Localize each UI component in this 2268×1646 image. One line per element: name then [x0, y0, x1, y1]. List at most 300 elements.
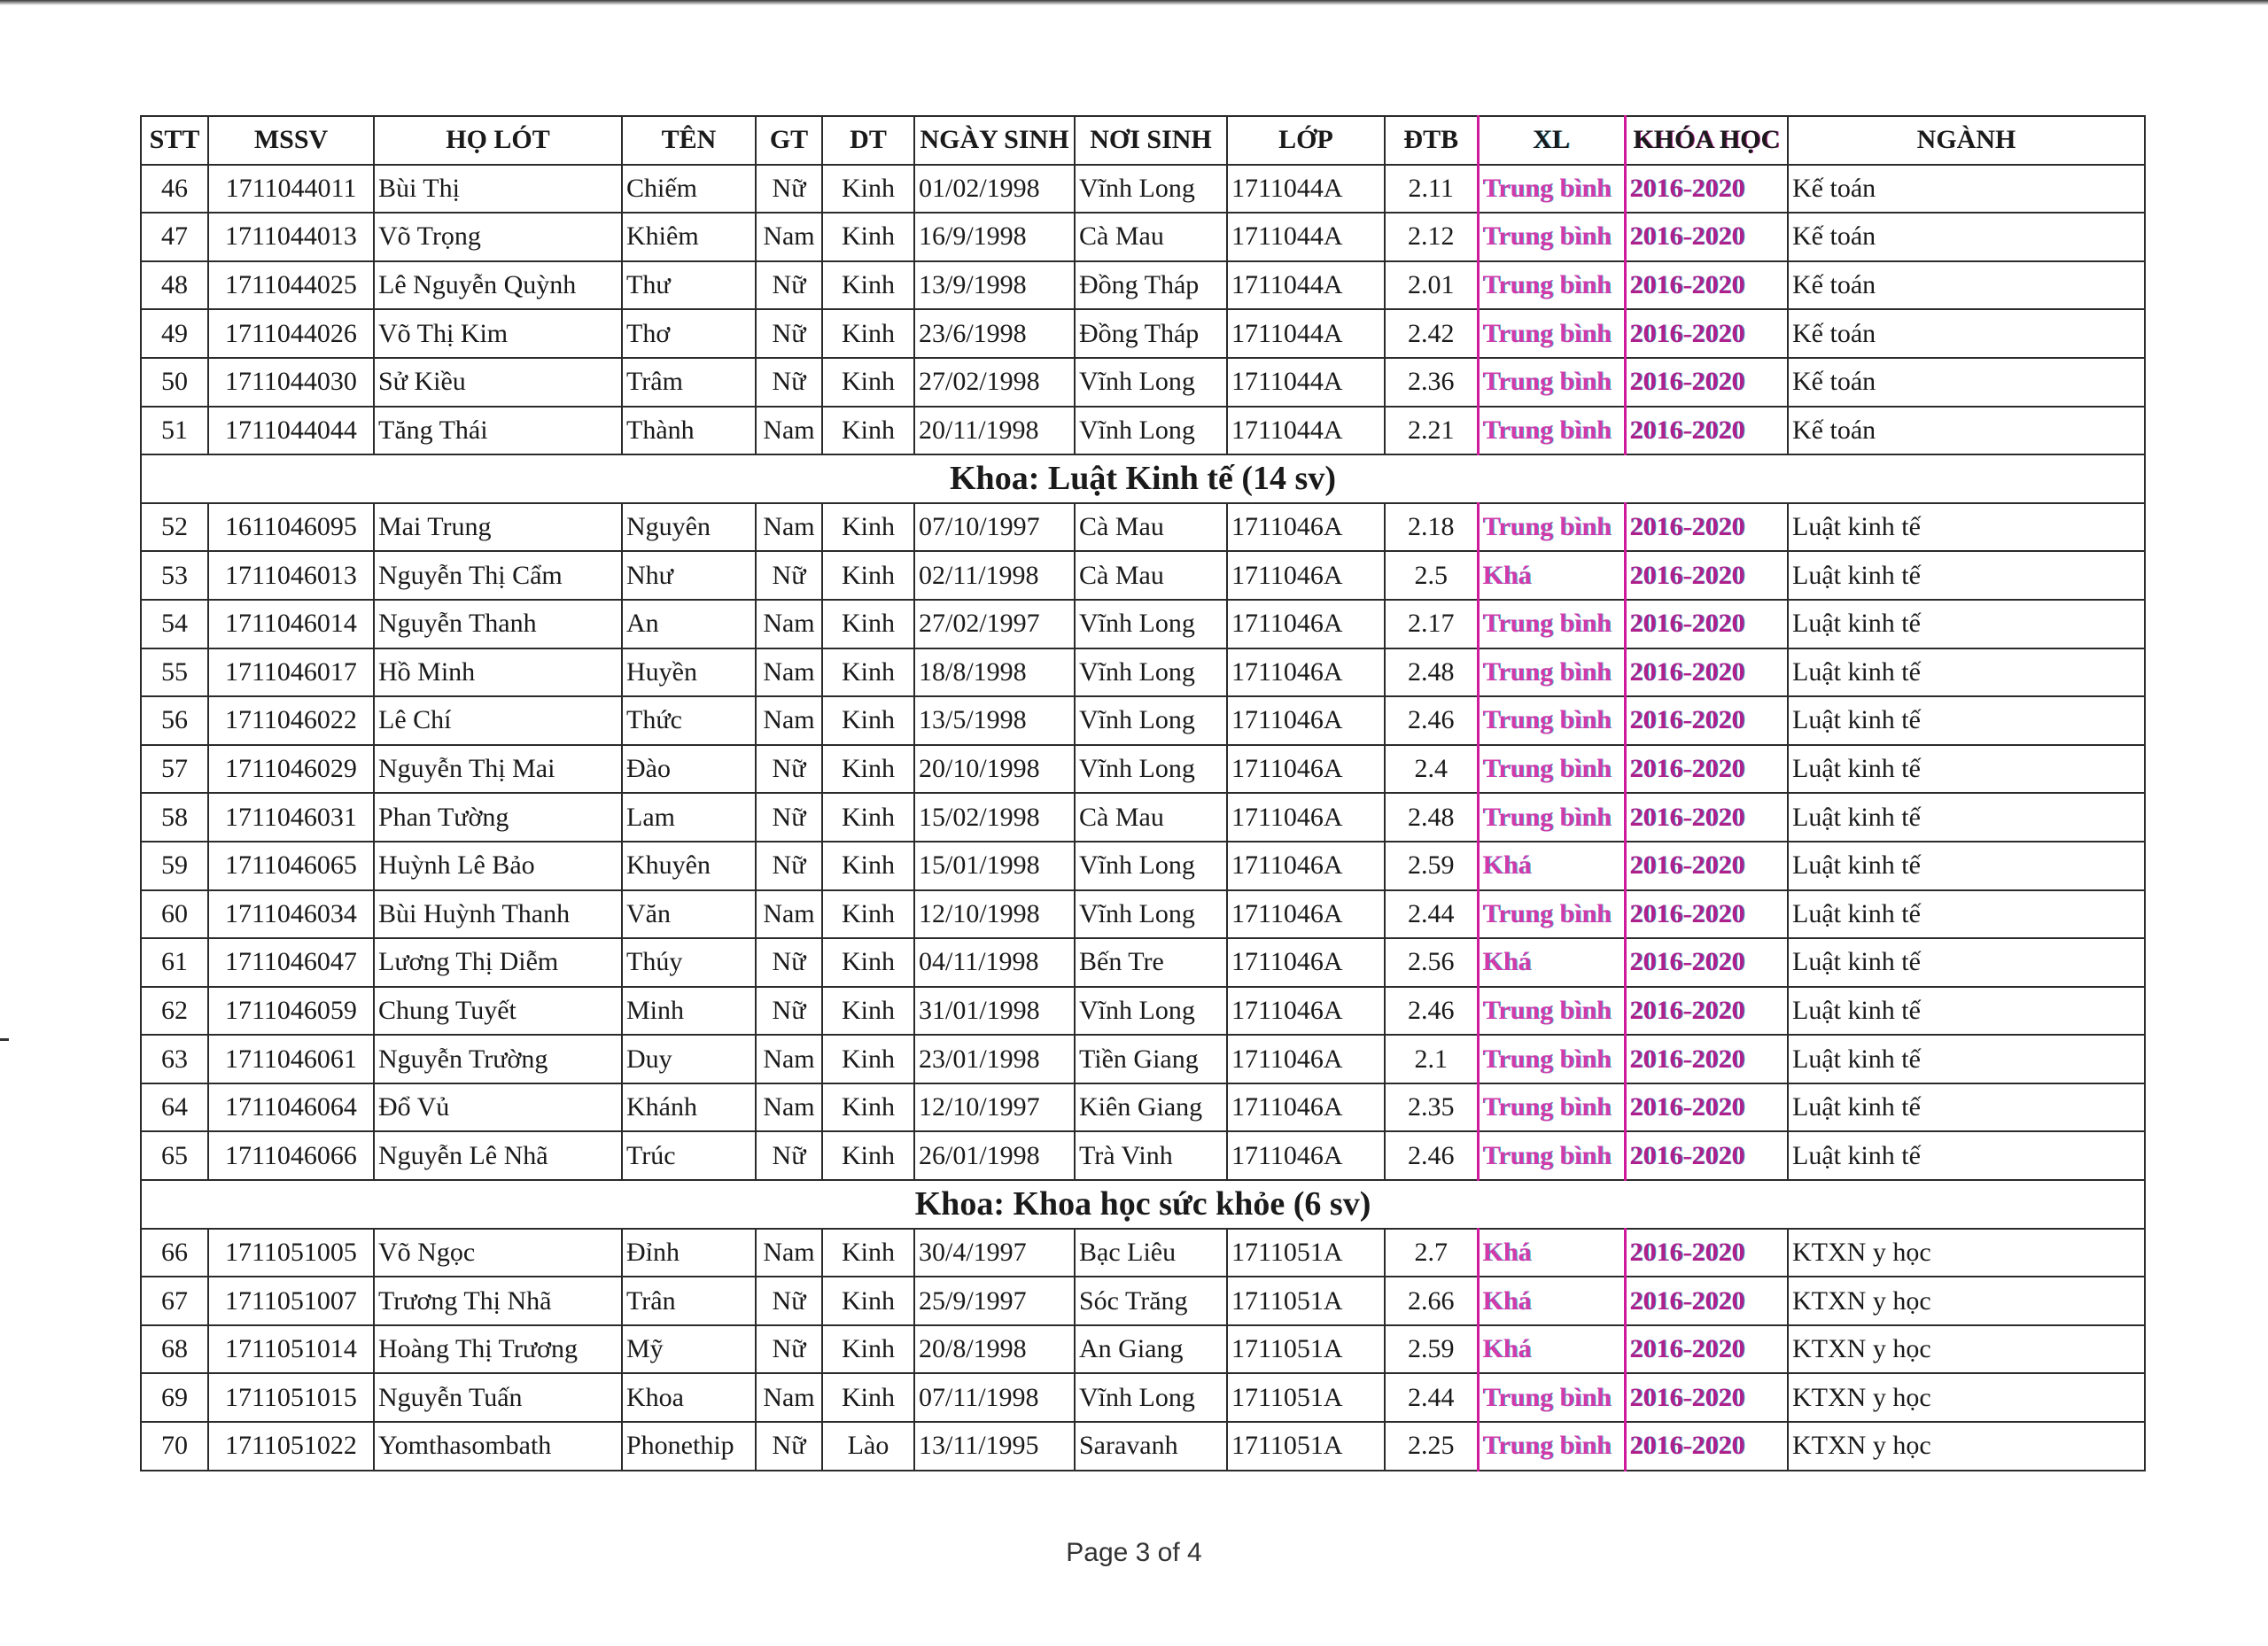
cell-ten: Như — [622, 551, 756, 600]
cell-holot: Nguyễn Lê Nhã — [374, 1131, 622, 1180]
cell-holot: Võ Thị Kim — [374, 309, 622, 358]
cell-ten: Trâm — [622, 358, 756, 407]
cell-ngaysinh: 20/10/1998 — [914, 745, 1075, 794]
cell-stt: 68 — [141, 1325, 208, 1374]
cell-dtb: 2.66 — [1385, 1277, 1478, 1325]
cell-gt: Nam — [756, 503, 822, 552]
cell-dt: Kinh — [822, 648, 914, 697]
cell-noisinh: Trà Vinh — [1075, 1131, 1227, 1180]
cell-mssv: 1711044030 — [208, 358, 374, 407]
cell-mssv: 1711051015 — [208, 1373, 374, 1422]
cell-dt: Kinh — [822, 938, 914, 987]
cell-ngaysinh: 23/01/1998 — [914, 1035, 1075, 1083]
cell-dtb: 2.46 — [1385, 696, 1478, 745]
col-header-xl: XL — [1478, 116, 1625, 165]
cell-dt: Kinh — [822, 165, 914, 214]
cell-lop: 1711046A — [1227, 793, 1385, 842]
cell-xl: Trung bình — [1478, 1035, 1625, 1083]
table-row — [141, 1325, 2145, 1374]
cell-mssv: 1711044013 — [208, 213, 374, 261]
cell-gt: Nam — [756, 1035, 822, 1083]
cell-dt: Kinh — [822, 309, 914, 358]
table-row — [141, 648, 2145, 697]
cell-lop: 1711046A — [1227, 890, 1385, 939]
cell-dtb: 2.21 — [1385, 407, 1478, 455]
cell-khoahoc: 2016-2020 — [1625, 1229, 1788, 1277]
cell-ten: Khánh — [622, 1083, 756, 1132]
cell-ngaysinh: 25/9/1997 — [914, 1277, 1075, 1325]
cell-gt: Nữ — [756, 745, 822, 794]
cell-ngaysinh: 30/4/1997 — [914, 1229, 1075, 1277]
header-row — [141, 116, 2145, 165]
table-row — [141, 938, 2145, 987]
table-row — [141, 213, 2145, 261]
cell-lop: 1711044A — [1227, 261, 1385, 310]
cell-ngaysinh: 13/5/1998 — [914, 696, 1075, 745]
cell-ngaysinh: 27/02/1998 — [914, 358, 1075, 407]
cell-xl: Trung bình — [1478, 503, 1625, 552]
cell-lop: 1711046A — [1227, 987, 1385, 1036]
cell-noisinh: Vĩnh Long — [1075, 696, 1227, 745]
cell-noisinh: Vĩnh Long — [1075, 407, 1227, 455]
cell-nganh: Kế toán — [1788, 261, 2145, 310]
cell-stt: 53 — [141, 551, 208, 600]
cell-gt: Nam — [756, 648, 822, 697]
cell-dt: Kinh — [822, 1277, 914, 1325]
cell-ngaysinh: 26/01/1998 — [914, 1131, 1075, 1180]
cell-dt: Kinh — [822, 842, 914, 890]
cell-dtb: 2.01 — [1385, 261, 1478, 310]
cell-dtb: 2.59 — [1385, 842, 1478, 890]
cell-stt: 62 — [141, 987, 208, 1036]
cell-dtb: 2.18 — [1385, 503, 1478, 552]
table-row — [141, 1277, 2145, 1325]
table-row — [141, 1131, 2145, 1180]
cell-nganh: KTXN y học — [1788, 1422, 2145, 1471]
cell-xl: Khá — [1478, 842, 1625, 890]
cell-ngaysinh: 15/01/1998 — [914, 842, 1075, 890]
cell-gt: Nam — [756, 696, 822, 745]
cell-khoahoc: 2016-2020 — [1625, 745, 1788, 794]
cell-lop: 1711046A — [1227, 600, 1385, 648]
cell-dtb: 2.11 — [1385, 165, 1478, 214]
cell-dtb: 2.17 — [1385, 600, 1478, 648]
cell-ten: Thúy — [622, 938, 756, 987]
cell-stt: 47 — [141, 213, 208, 261]
cell-lop: 1711044A — [1227, 213, 1385, 261]
cell-ten: Thư — [622, 261, 756, 310]
cell-dt: Kinh — [822, 503, 914, 552]
cell-dtb: 2.48 — [1385, 793, 1478, 842]
cell-ten: Phonethip — [622, 1422, 756, 1471]
cell-dtb: 2.5 — [1385, 551, 1478, 600]
cell-gt: Nam — [756, 407, 822, 455]
cell-lop: 1711051A — [1227, 1277, 1385, 1325]
cell-stt: 69 — [141, 1373, 208, 1422]
cell-mssv: 1711046029 — [208, 745, 374, 794]
cell-dtb: 2.44 — [1385, 890, 1478, 939]
col-header-ten: TÊN — [622, 116, 756, 165]
cell-gt: Nữ — [756, 551, 822, 600]
cell-lop: 1711046A — [1227, 938, 1385, 987]
cell-ngaysinh: 02/11/1998 — [914, 551, 1075, 600]
cell-xl: Trung bình — [1478, 213, 1625, 261]
cell-khoahoc: 2016-2020 — [1625, 842, 1788, 890]
cell-mssv: 1711046034 — [208, 890, 374, 939]
table-row — [141, 165, 2145, 214]
cell-ten: Minh — [622, 987, 756, 1036]
cell-stt: 63 — [141, 1035, 208, 1083]
cell-stt: 60 — [141, 890, 208, 939]
cell-holot: Nguyễn Thị Mai — [374, 745, 622, 794]
cell-ten: An — [622, 600, 756, 648]
cell-noisinh: Vĩnh Long — [1075, 1373, 1227, 1422]
cell-mssv: 1711046031 — [208, 793, 374, 842]
cell-ngaysinh: 27/02/1997 — [914, 600, 1075, 648]
cell-lop: 1711046A — [1227, 1083, 1385, 1132]
cell-noisinh: Bạc Liêu — [1075, 1229, 1227, 1277]
cell-khoahoc: 2016-2020 — [1625, 1083, 1788, 1132]
cell-mssv: 1711046064 — [208, 1083, 374, 1132]
table-row — [141, 261, 2145, 310]
cell-holot: Nguyễn Trường — [374, 1035, 622, 1083]
cell-mssv: 1711044044 — [208, 407, 374, 455]
table-body — [141, 165, 2145, 1471]
cell-stt: 46 — [141, 165, 208, 214]
cell-gt: Nữ — [756, 842, 822, 890]
cell-stt: 50 — [141, 358, 208, 407]
cell-lop: 1711046A — [1227, 503, 1385, 552]
cell-mssv: 1711046013 — [208, 551, 374, 600]
cell-lop: 1711051A — [1227, 1229, 1385, 1277]
cell-khoahoc: 2016-2020 — [1625, 938, 1788, 987]
cell-dt: Kinh — [822, 551, 914, 600]
cell-nganh: Kế toán — [1788, 358, 2145, 407]
cell-gt: Nữ — [756, 987, 822, 1036]
cell-xl: Trung bình — [1478, 407, 1625, 455]
table-row — [141, 358, 2145, 407]
cell-khoahoc: 2016-2020 — [1625, 648, 1788, 697]
cell-stt: 56 — [141, 696, 208, 745]
cell-stt: 66 — [141, 1229, 208, 1277]
cell-xl: Trung bình — [1478, 793, 1625, 842]
cell-khoahoc: 2016-2020 — [1625, 503, 1788, 552]
cell-dt: Kinh — [822, 696, 914, 745]
cell-nganh: Kế toán — [1788, 407, 2145, 455]
cell-dtb: 2.56 — [1385, 938, 1478, 987]
cell-gt: Nữ — [756, 1277, 822, 1325]
cell-nganh: Luật kinh tế — [1788, 551, 2145, 600]
cell-mssv: 1711046017 — [208, 648, 374, 697]
cell-dt: Kinh — [822, 600, 914, 648]
cell-khoahoc: 2016-2020 — [1625, 1277, 1788, 1325]
table-row — [141, 793, 2145, 842]
cell-lop: 1711051A — [1227, 1373, 1385, 1422]
cell-dtb: 2.46 — [1385, 1131, 1478, 1180]
cell-xl: Trung bình — [1478, 1373, 1625, 1422]
cell-stt: 54 — [141, 600, 208, 648]
table-row — [141, 407, 2145, 455]
cell-noisinh: Vĩnh Long — [1075, 842, 1227, 890]
table-row — [141, 890, 2145, 939]
cell-nganh: Luật kinh tế — [1788, 1131, 2145, 1180]
section-header-row — [141, 1180, 2145, 1229]
cell-ngaysinh: 13/11/1995 — [914, 1422, 1075, 1471]
cell-ten: Khiêm — [622, 213, 756, 261]
cell-dt: Kinh — [822, 1325, 914, 1374]
cell-ten: Đào — [622, 745, 756, 794]
page-number: Page 3 of 4 — [1066, 1538, 1202, 1567]
cell-noisinh: Đồng Tháp — [1075, 261, 1227, 310]
table-row — [141, 1083, 2145, 1132]
scan-edge — [0, 0, 2268, 5]
col-header-khoahoc: KHÓA HỌC — [1625, 116, 1788, 165]
cell-ngaysinh: 04/11/1998 — [914, 938, 1075, 987]
cell-holot: Chung Tuyết — [374, 987, 622, 1036]
cell-ten: Khuyên — [622, 842, 756, 890]
cell-nganh: Luật kinh tế — [1788, 938, 2145, 987]
cell-mssv: 1711046061 — [208, 1035, 374, 1083]
cell-mssv: 1711044011 — [208, 165, 374, 214]
cell-khoahoc: 2016-2020 — [1625, 1131, 1788, 1180]
cell-khoahoc: 2016-2020 — [1625, 358, 1788, 407]
cell-ten: Thức — [622, 696, 756, 745]
cell-xl: Trung bình — [1478, 261, 1625, 310]
cell-xl: Trung bình — [1478, 696, 1625, 745]
col-header-nganh: NGÀNH — [1788, 116, 2145, 165]
col-header-noisinh: NƠI SINH — [1075, 116, 1227, 165]
col-header-mssv: MSSV — [208, 116, 374, 165]
cell-lop: 1711044A — [1227, 309, 1385, 358]
cell-noisinh: Cà Mau — [1075, 793, 1227, 842]
table-row — [141, 1035, 2145, 1083]
table-row — [141, 745, 2145, 794]
cell-xl: Trung bình — [1478, 358, 1625, 407]
cell-khoahoc: 2016-2020 — [1625, 1422, 1788, 1471]
cell-mssv: 1711044025 — [208, 261, 374, 310]
cell-dt: Kinh — [822, 358, 914, 407]
cell-gt: Nam — [756, 213, 822, 261]
cell-dtb: 2.48 — [1385, 648, 1478, 697]
cell-ngaysinh: 31/01/1998 — [914, 987, 1075, 1036]
table-row — [141, 600, 2145, 648]
cell-dt: Kinh — [822, 1131, 914, 1180]
cell-stt: 49 — [141, 309, 208, 358]
cell-dt: Kinh — [822, 261, 914, 310]
section-title: Khoa: Khoa học sức khỏe (6 sv) — [141, 1180, 2145, 1229]
cell-stt: 61 — [141, 938, 208, 987]
cell-gt: Nữ — [756, 165, 822, 214]
cell-nganh: Kế toán — [1788, 309, 2145, 358]
cell-khoahoc: 2016-2020 — [1625, 407, 1788, 455]
cell-noisinh: An Giang — [1075, 1325, 1227, 1374]
cell-khoahoc: 2016-2020 — [1625, 213, 1788, 261]
cell-ten: Mỹ — [622, 1325, 756, 1374]
cell-holot: Hoàng Thị Trương — [374, 1325, 622, 1374]
cell-dt: Kinh — [822, 1373, 914, 1422]
cell-xl: Trung bình — [1478, 309, 1625, 358]
cell-dtb: 2.1 — [1385, 1035, 1478, 1083]
cell-ngaysinh: 20/8/1998 — [914, 1325, 1075, 1374]
cell-noisinh: Vĩnh Long — [1075, 600, 1227, 648]
col-header-stt: STT — [141, 116, 208, 165]
cell-holot: Phan Tường — [374, 793, 622, 842]
cell-lop: 1711046A — [1227, 1131, 1385, 1180]
cell-lop: 1711046A — [1227, 696, 1385, 745]
cell-ten: Trúc — [622, 1131, 756, 1180]
cell-gt: Nam — [756, 1373, 822, 1422]
cell-nganh: KTXN y học — [1788, 1373, 2145, 1422]
cell-nganh: Luật kinh tế — [1788, 1035, 2145, 1083]
cell-ngaysinh: 07/11/1998 — [914, 1373, 1075, 1422]
cell-nganh: Luật kinh tế — [1788, 842, 2145, 890]
cell-xl: Trung bình — [1478, 165, 1625, 214]
cell-noisinh: Sóc Trăng — [1075, 1277, 1227, 1325]
cell-ten: Thành — [622, 407, 756, 455]
cell-dtb: 2.35 — [1385, 1083, 1478, 1132]
cell-dt: Kinh — [822, 793, 914, 842]
cell-dtb: 2.7 — [1385, 1229, 1478, 1277]
cell-stt: 65 — [141, 1131, 208, 1180]
cell-khoahoc: 2016-2020 — [1625, 1373, 1788, 1422]
cell-xl: Khá — [1478, 551, 1625, 600]
cell-dt: Kinh — [822, 213, 914, 261]
cell-khoahoc: 2016-2020 — [1625, 1035, 1788, 1083]
cell-ngaysinh: 13/9/1998 — [914, 261, 1075, 310]
scan-mark — [0, 1038, 9, 1041]
cell-xl: Trung bình — [1478, 648, 1625, 697]
cell-dtb: 2.42 — [1385, 309, 1478, 358]
cell-holot: Bùi Huỳnh Thanh — [374, 890, 622, 939]
cell-stt: 55 — [141, 648, 208, 697]
cell-khoahoc: 2016-2020 — [1625, 551, 1788, 600]
cell-nganh: Luật kinh tế — [1788, 1083, 2145, 1132]
table-row — [141, 1422, 2145, 1471]
cell-stt: 48 — [141, 261, 208, 310]
cell-dt: Kinh — [822, 407, 914, 455]
cell-noisinh: Bến Tre — [1075, 938, 1227, 987]
table-row — [141, 696, 2145, 745]
cell-ngaysinh: 16/9/1998 — [914, 213, 1075, 261]
cell-dtb: 2.12 — [1385, 213, 1478, 261]
cell-mssv: 1711044026 — [208, 309, 374, 358]
cell-holot: Lê Nguyễn Quỳnh — [374, 261, 622, 310]
cell-holot: Đổ Vủ — [374, 1083, 622, 1132]
cell-dtb: 2.44 — [1385, 1373, 1478, 1422]
cell-gt: Nữ — [756, 1422, 822, 1471]
cell-xl: Khá — [1478, 1325, 1625, 1374]
cell-nganh: Kế toán — [1788, 213, 2145, 261]
cell-ten: Huyền — [622, 648, 756, 697]
cell-holot: Yomthasombath — [374, 1422, 622, 1471]
cell-xl: Khá — [1478, 1277, 1625, 1325]
col-header-gt: GT — [756, 116, 822, 165]
table-row — [141, 987, 2145, 1036]
cell-nganh: Luật kinh tế — [1788, 696, 2145, 745]
cell-gt: Nữ — [756, 1131, 822, 1180]
col-header-lop: LỚP — [1227, 116, 1385, 165]
cell-ten: Nguyên — [622, 503, 756, 552]
cell-ngaysinh: 20/11/1998 — [914, 407, 1075, 455]
cell-xl: Trung bình — [1478, 890, 1625, 939]
cell-stt: 64 — [141, 1083, 208, 1132]
cell-xl: Khá — [1478, 1229, 1625, 1277]
cell-ngaysinh: 12/10/1997 — [914, 1083, 1075, 1132]
cell-lop: 1711051A — [1227, 1325, 1385, 1374]
cell-xl: Trung bình — [1478, 1422, 1625, 1471]
cell-gt: Nữ — [756, 309, 822, 358]
cell-dt: Kinh — [822, 987, 914, 1036]
cell-holot: Lê Chí — [374, 696, 622, 745]
cell-holot: Nguyễn Thị Cẩm — [374, 551, 622, 600]
cell-ngaysinh: 15/02/1998 — [914, 793, 1075, 842]
col-header-holot: HỌ LÓT — [374, 116, 622, 165]
cell-holot: Huỳnh Lê Bảo — [374, 842, 622, 890]
col-header-dt: DT — [822, 116, 914, 165]
cell-holot: Võ Trọng — [374, 213, 622, 261]
cell-ten: Thơ — [622, 309, 756, 358]
cell-holot: Trương Thị Nhã — [374, 1277, 622, 1325]
cell-noisinh: Đồng Tháp — [1075, 309, 1227, 358]
cell-gt: Nữ — [756, 1325, 822, 1374]
cell-xl: Trung bình — [1478, 987, 1625, 1036]
cell-nganh: Luật kinh tế — [1788, 600, 2145, 648]
cell-khoahoc: 2016-2020 — [1625, 165, 1788, 214]
cell-mssv: 1711051022 — [208, 1422, 374, 1471]
cell-ngaysinh: 01/02/1998 — [914, 165, 1075, 214]
cell-dtb: 2.36 — [1385, 358, 1478, 407]
cell-dt: Kinh — [822, 1035, 914, 1083]
cell-mssv: 1711046065 — [208, 842, 374, 890]
cell-noisinh: Tiền Giang — [1075, 1035, 1227, 1083]
cell-xl: Trung bình — [1478, 1083, 1625, 1132]
cell-stt: 70 — [141, 1422, 208, 1471]
cell-stt: 52 — [141, 503, 208, 552]
cell-noisinh: Cà Mau — [1075, 213, 1227, 261]
cell-lop: 1711046A — [1227, 842, 1385, 890]
cell-ngaysinh: 07/10/1997 — [914, 503, 1075, 552]
cell-nganh: KTXN y học — [1788, 1277, 2145, 1325]
cell-holot: Mai Trung — [374, 503, 622, 552]
cell-nganh: Luật kinh tế — [1788, 648, 2145, 697]
cell-khoahoc: 2016-2020 — [1625, 987, 1788, 1036]
cell-dt: Kinh — [822, 890, 914, 939]
section-title: Khoa: Luật Kinh tế (14 sv) — [141, 454, 2145, 503]
cell-ten: Duy — [622, 1035, 756, 1083]
cell-mssv: 1711046047 — [208, 938, 374, 987]
cell-mssv: 1711046066 — [208, 1131, 374, 1180]
cell-mssv: 1711051005 — [208, 1229, 374, 1277]
cell-mssv: 1711051014 — [208, 1325, 374, 1374]
cell-mssv: 1711046014 — [208, 600, 374, 648]
table-row — [141, 842, 2145, 890]
cell-khoahoc: 2016-2020 — [1625, 600, 1788, 648]
cell-lop: 1711051A — [1227, 1422, 1385, 1471]
cell-gt: Nam — [756, 890, 822, 939]
cell-noisinh: Vĩnh Long — [1075, 745, 1227, 794]
cell-lop: 1711044A — [1227, 358, 1385, 407]
cell-noisinh: Vĩnh Long — [1075, 890, 1227, 939]
cell-noisinh: Cà Mau — [1075, 551, 1227, 600]
cell-stt: 67 — [141, 1277, 208, 1325]
cell-nganh: KTXN y học — [1788, 1325, 2145, 1374]
cell-stt: 58 — [141, 793, 208, 842]
cell-gt: Nữ — [756, 793, 822, 842]
cell-khoahoc: 2016-2020 — [1625, 261, 1788, 310]
cell-gt: Nam — [756, 1083, 822, 1132]
cell-holot: Sử Kiều — [374, 358, 622, 407]
cell-xl: Trung bình — [1478, 1131, 1625, 1180]
